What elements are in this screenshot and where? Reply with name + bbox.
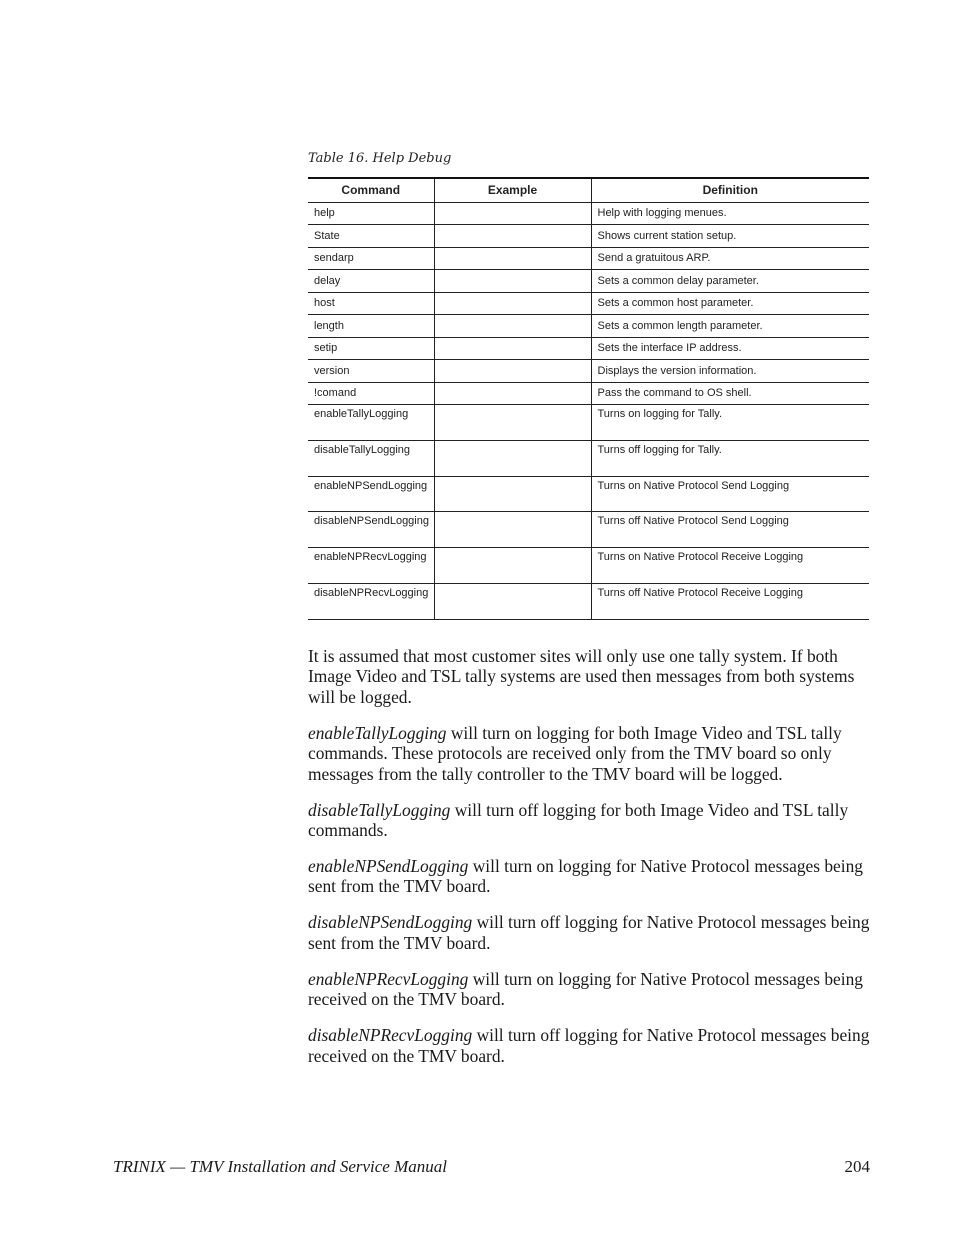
- example-cell: [434, 337, 591, 360]
- table-row: [308, 247, 869, 270]
- table-row: [308, 548, 869, 584]
- example-cell: [434, 405, 591, 441]
- paragraph-disable-np-recv-logging: [308, 1025, 870, 1066]
- command-cell: enableNPSendLogging: [308, 476, 434, 512]
- paragraph-text: will turn on logging for both Image Video and TSL tally commands. These protocols are received only from the TMV board so only messages from the tally controller to the TMV board will be logged.: [308, 722, 842, 784]
- example-cell: [434, 583, 591, 619]
- command-cell: length: [308, 315, 434, 338]
- command-term: enableNPSendLogging: [308, 856, 469, 877]
- command-term: disableNPSendLogging: [308, 912, 473, 933]
- paragraph-enable-np-send-logging: [308, 856, 870, 897]
- example-cell: [434, 292, 591, 315]
- command-cell: enableTallyLogging: [308, 405, 434, 441]
- example-cell: [434, 360, 591, 383]
- definition-cell: Send a gratuitous ARP.: [591, 247, 869, 270]
- definition-cell: Turns on logging for Tally.: [591, 405, 869, 441]
- column-header-definition: Definition: [591, 178, 869, 202]
- table-header-row: [308, 178, 869, 202]
- table-row: [308, 292, 869, 315]
- paragraph-text: will turn on logging for Native Protocol messages being received on the TMV board.: [308, 968, 863, 1010]
- paragraph-disable-np-send-logging: [308, 912, 870, 953]
- paragraph-text: will turn on logging for Native Protocol messages being sent from the TMV board.: [308, 856, 863, 897]
- table-row: [308, 225, 869, 248]
- command-cell: disableNPRecvLogging: [308, 583, 434, 619]
- command-term: disableNPRecvLogging: [308, 1025, 473, 1046]
- body-text: [308, 646, 870, 1082]
- command-cell: help: [308, 202, 434, 225]
- command-cell: disableNPSendLogging: [308, 512, 434, 548]
- page-footer: [113, 1157, 870, 1177]
- definition-cell: Help with logging menues.: [591, 202, 869, 225]
- command-term: disableTallyLogging: [308, 799, 451, 820]
- example-cell: [434, 512, 591, 548]
- definition-cell: Sets a common length parameter.: [591, 315, 869, 338]
- definition-cell: Turns off Native Protocol Receive Logging: [591, 583, 869, 619]
- table-row: [308, 440, 869, 476]
- paragraph-disable-tally-logging: [308, 800, 870, 841]
- example-cell: [434, 202, 591, 225]
- example-cell: [434, 548, 591, 584]
- intro-paragraph: It is assumed that most customer sites will only use one tally system. If both Image Video and TSL tally systems are used then messages from both systems will be logged.: [308, 646, 855, 707]
- example-cell: [434, 270, 591, 293]
- page-number: 204: [844, 1157, 870, 1176]
- table-row: [308, 476, 869, 512]
- command-cell: host: [308, 292, 434, 315]
- definition-cell: Pass the command to OS shell.: [591, 382, 869, 405]
- definition-cell: Turns on Native Protocol Receive Logging: [591, 548, 869, 584]
- example-cell: [434, 382, 591, 405]
- definition-cell: Sets the interface IP address.: [591, 337, 869, 360]
- command-cell: setip: [308, 337, 434, 360]
- paragraph-text: will turn off logging for both Image Video and TSL tally commands.: [308, 799, 849, 841]
- table-row: [308, 337, 869, 360]
- definition-cell: Sets a common delay parameter.: [591, 270, 869, 293]
- example-cell: [434, 315, 591, 338]
- footer-manual-title: TRINIX — TMV Installation and Service Manual: [113, 1157, 447, 1176]
- definition-cell: Displays the version information.: [591, 360, 869, 383]
- example-cell: [434, 440, 591, 476]
- paragraph-enable-tally-logging: [308, 723, 870, 784]
- command-cell: disableTallyLogging: [308, 440, 434, 476]
- column-header-example: Example: [434, 178, 591, 202]
- paragraph-text: will turn off logging for Native Protocol messages being received on the TMV board.: [308, 1025, 870, 1066]
- paragraph-enable-np-recv-logging: [308, 969, 870, 1010]
- command-cell: !comand: [308, 382, 434, 405]
- definition-cell: Turns off Native Protocol Send Logging: [591, 512, 869, 548]
- table-row: [308, 360, 869, 383]
- example-cell: [434, 247, 591, 270]
- table-row: [308, 315, 869, 338]
- definition-cell: Turns off logging for Tally.: [591, 440, 869, 476]
- table-row: [308, 583, 869, 619]
- command-term: enableNPRecvLogging: [308, 968, 469, 989]
- column-header-command: Command: [308, 178, 434, 202]
- table-row: [308, 382, 869, 405]
- table-row: [308, 270, 869, 293]
- table-caption: Table 16. Help Debug: [308, 151, 452, 166]
- command-cell: version: [308, 360, 434, 383]
- command-cell: delay: [308, 270, 434, 293]
- command-cell: State: [308, 225, 434, 248]
- definition-cell: Shows current station setup.: [591, 225, 869, 248]
- definition-cell: Turns on Native Protocol Send Logging: [591, 476, 869, 512]
- table-row: [308, 202, 869, 225]
- example-cell: [434, 476, 591, 512]
- command-cell: enableNPRecvLogging: [308, 548, 434, 584]
- definition-cell: Sets a common host parameter.: [591, 292, 869, 315]
- command-term: enableTallyLogging: [308, 722, 447, 743]
- table-row: [308, 405, 869, 441]
- help-debug-table: [308, 177, 869, 620]
- command-cell: sendarp: [308, 247, 434, 270]
- example-cell: [434, 225, 591, 248]
- paragraph-text: will turn off logging for Native Protocol messages being sent from the TMV board.: [308, 912, 870, 953]
- table-row: [308, 512, 869, 548]
